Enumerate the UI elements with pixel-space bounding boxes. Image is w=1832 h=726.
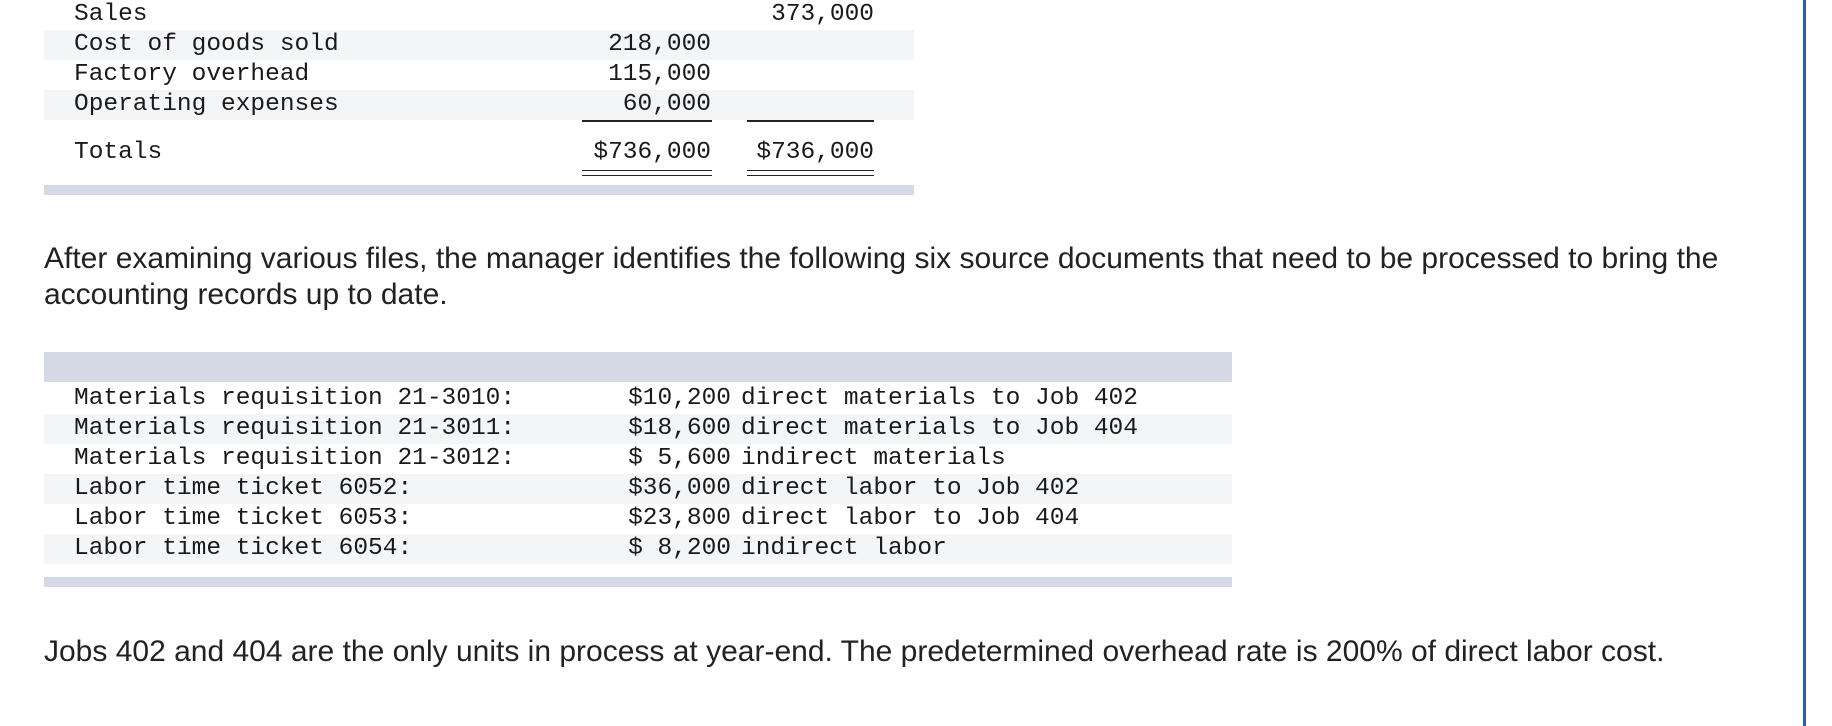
ledger-debit: 218,000 xyxy=(608,31,711,58)
source-document-row xyxy=(44,534,1232,564)
ledger-label: Operating expenses xyxy=(74,91,339,118)
right-border-rule xyxy=(1803,0,1806,726)
document-description: indirect materials xyxy=(741,445,1006,472)
document-name: Labor time ticket 6052: xyxy=(74,475,413,502)
ledger-debit: 115,000 xyxy=(608,61,711,88)
document-description: indirect labor xyxy=(741,535,947,562)
ledger-totals-credit: $736,000 xyxy=(756,139,874,166)
ledger-row-cogs xyxy=(44,30,914,60)
source-document-row xyxy=(44,384,1232,414)
document-name: Materials requisition 21-3012: xyxy=(74,445,516,472)
source-document-row xyxy=(44,474,1232,504)
document-amount: $36,000 xyxy=(628,475,731,502)
source-document-row xyxy=(44,414,1232,444)
ledger-debit: 60,000 xyxy=(622,91,711,118)
document-amount: $18,600 xyxy=(628,415,731,442)
source-documents-footer-bar xyxy=(44,577,1232,587)
ledger-row-operating-expenses xyxy=(44,90,914,120)
ledger-row-sales xyxy=(44,0,914,30)
document-amount: $10,200 xyxy=(628,385,731,412)
source-document-row xyxy=(44,444,1232,474)
ledger-row-factory-overhead xyxy=(44,60,914,90)
ledger-label: Factory overhead xyxy=(74,61,310,88)
document-name: Materials requisition 21-3010: xyxy=(74,385,516,412)
source-documents-header-bar xyxy=(44,352,1232,382)
debit-underline xyxy=(582,120,712,122)
ledger-footer-bar xyxy=(44,185,914,195)
document-name: Labor time ticket 6054: xyxy=(74,535,413,562)
ledger-label: Sales xyxy=(74,1,148,28)
debit-double-underline xyxy=(582,170,712,176)
ledger-label: Cost of goods sold xyxy=(74,31,339,58)
document-description: direct labor to Job 404 xyxy=(741,505,1080,532)
credit-double-underline xyxy=(747,170,874,176)
ledger-totals-debit: $736,000 xyxy=(593,139,711,166)
document-name: Materials requisition 21-3011: xyxy=(74,415,516,442)
ledger-table xyxy=(44,0,914,176)
document-name: Labor time ticket 6053: xyxy=(74,505,413,532)
credit-underline xyxy=(747,120,874,122)
closing-paragraph: Jobs 402 and 404 are the only units in process at year-end. The predetermined overhead rate is 200% of direct labor cost. xyxy=(44,635,1665,668)
document-amount: $ 5,600 xyxy=(628,445,731,472)
document-amount: $ 8,200 xyxy=(628,535,731,562)
ledger-credit: 373,000 xyxy=(771,1,874,28)
document-description: direct labor to Job 402 xyxy=(741,475,1080,502)
document-amount: $23,800 xyxy=(628,505,731,532)
source-document-row xyxy=(44,504,1232,534)
source-documents-table xyxy=(44,384,1232,564)
ledger-row-totals xyxy=(44,128,914,176)
intro-paragraph: After examining various files, the manager identifies the following six source documents that need to be processed to bring the accounting records up to date. xyxy=(44,242,1719,311)
ledger-totals-label: Totals xyxy=(74,139,163,166)
document-description: direct materials to Job 402 xyxy=(741,385,1138,412)
document-description: direct materials to Job 404 xyxy=(741,415,1138,442)
